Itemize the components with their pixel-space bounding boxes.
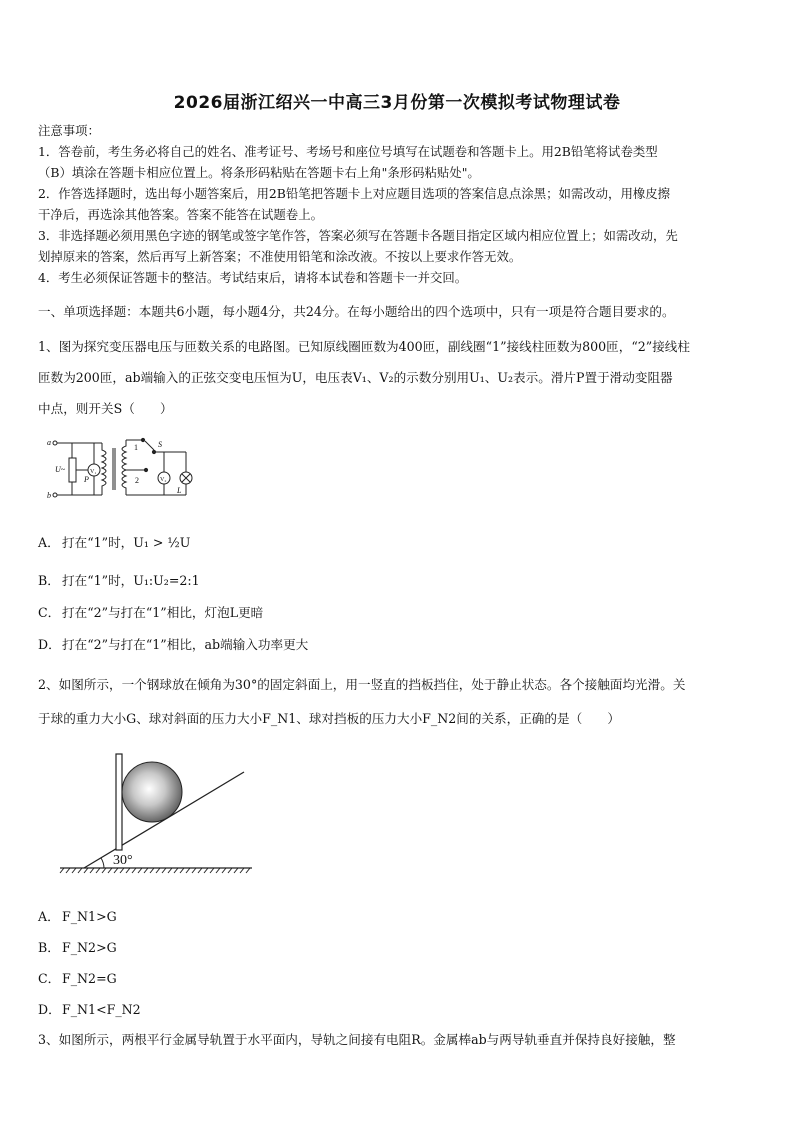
terminal-b-label: b [47, 491, 51, 500]
question-2 [38, 668, 760, 736]
note-line: 干净后，再选涂其他答案。答案不能答在试题卷上。 [38, 207, 323, 222]
tap-2-label: 2 [135, 476, 139, 485]
voltmeter-v1-label: V₁ [90, 469, 97, 475]
q3-line-1: 3、如图所示，两根平行金属导轨置于水平面内，导轨之间接有电阻R。金属棒ab与两导轨垂直并保持良好接触，整 [38, 1032, 676, 1047]
note-line: 划掉原来的答案，然后再写上新答案；不准使用铅笔和涂改液。不按以上要求作答无效。 [38, 249, 522, 264]
option-label: D． [38, 1002, 61, 1017]
option-label: B． [38, 940, 60, 955]
section-heading [38, 302, 760, 322]
note-line: 1．答卷前，考生务必将自己的姓名、准考证号、考场号和座位号填写在试题卷和答题卡上。用2B铅笔将试卷类型 [38, 144, 658, 159]
notes-heading: 注意事项： [38, 123, 100, 138]
option-text: 打在“2”与打在“1”相比，灯泡L更暗 [62, 605, 264, 620]
notes-block [38, 120, 758, 288]
slider-p-label: P [84, 475, 89, 484]
switch-s-label: S [158, 440, 162, 449]
q1-option-b[interactable] [38, 570, 200, 589]
q2-option-b[interactable] [38, 937, 117, 956]
terminal-a-label: a [47, 438, 51, 447]
voltage-u-label: U~ [55, 465, 66, 474]
note-line: 2．作答选择题时，选出每小题答案后，用2B铅笔把答题卡上对应题目选项的答案信息点涂黑；如需改动，用橡皮擦 [38, 186, 671, 201]
option-text: F_N2>G [62, 940, 117, 955]
option-text: 打在“1”时，U₁:U₂=2:1 [62, 573, 200, 588]
q1-option-c[interactable] [38, 602, 263, 621]
q1-option-d[interactable] [38, 634, 308, 653]
option-label: D． [38, 637, 61, 652]
option-text: F_N2=G [62, 971, 117, 986]
note-line: （B）填涂在答题卡相应位置上。将条形码粘贴在答题卡右上角"条形码粘贴处"。 [38, 165, 480, 180]
option-label: A． [38, 909, 60, 924]
transformer-circuit-diagram [46, 436, 202, 504]
voltmeter-v2-label: V₂ [160, 477, 167, 483]
option-text: 打在“2”与打在“1”相比，ab端输入功率更大 [62, 637, 309, 652]
note-line: 4．考生必须保证答题卡的整洁。考试结束后，请将本试卷和答题卡一并交回。 [38, 270, 468, 285]
q1-line-2: 匝数为200匝，ab端输入的正弦交变电压恒为U，电压表V₁、V₂的示数分别用U₁、U₂表示。滑片P置于滑动变阻器 [38, 370, 673, 385]
section-heading-text: 一、单项选择题：本题共6小题，每小题4分，共24分。在每小题给出的四个选项中，只有一项是符合题目要求的。 [38, 304, 675, 319]
option-text: F_N1<F_N2 [62, 1002, 141, 1017]
question-3 [38, 1030, 760, 1050]
q1-option-a[interactable] [38, 532, 190, 551]
q2-option-c[interactable] [38, 968, 117, 987]
option-label: C． [38, 971, 61, 986]
q2-option-a[interactable] [38, 906, 117, 925]
q2-option-d[interactable] [38, 999, 141, 1018]
note-line: 3．非选择题必须用黑色字迹的钢笔或签字笔作答，答案必须写在答题卡各题目指定区域内相应位置上；如需改动，先 [38, 228, 678, 243]
q1-line-1: 1、图为探究变压器电压与匝数关系的电路图。已知原线圈匝数为400匝，副线圈“1”接线柱匝数为800匝，“2”接线柱 [38, 339, 690, 354]
q1-line-3: 中点，则开关S（ ） [38, 401, 173, 416]
option-label: B． [38, 573, 60, 588]
question-1 [38, 331, 760, 424]
option-text: 打在“1”时，U₁ > ½U [62, 535, 191, 550]
angle-label: 30° [113, 853, 133, 868]
option-text: F_N1>G [62, 909, 117, 924]
ball-on-incline-diagram [56, 748, 256, 876]
option-label: A． [38, 535, 60, 550]
tap-1-label: 1 [134, 443, 138, 452]
q2-line-2: 于球的重力大小G、球对斜面的压力大小F_N1、球对挡板的压力大小F_N2间的关系，正确的是（ ） [38, 711, 620, 726]
page-title: 2026届浙江绍兴一中高三3月份第一次模拟考试物理试卷 [173, 93, 621, 113]
lamp-l-label: L [177, 486, 182, 495]
q2-line-1: 2、如图所示，一个钢球放在倾角为30°的固定斜面上，用一竖直的挡板挡住，处于静止状态。各个接触面均光滑。关 [38, 677, 686, 692]
option-label: C． [38, 605, 61, 620]
